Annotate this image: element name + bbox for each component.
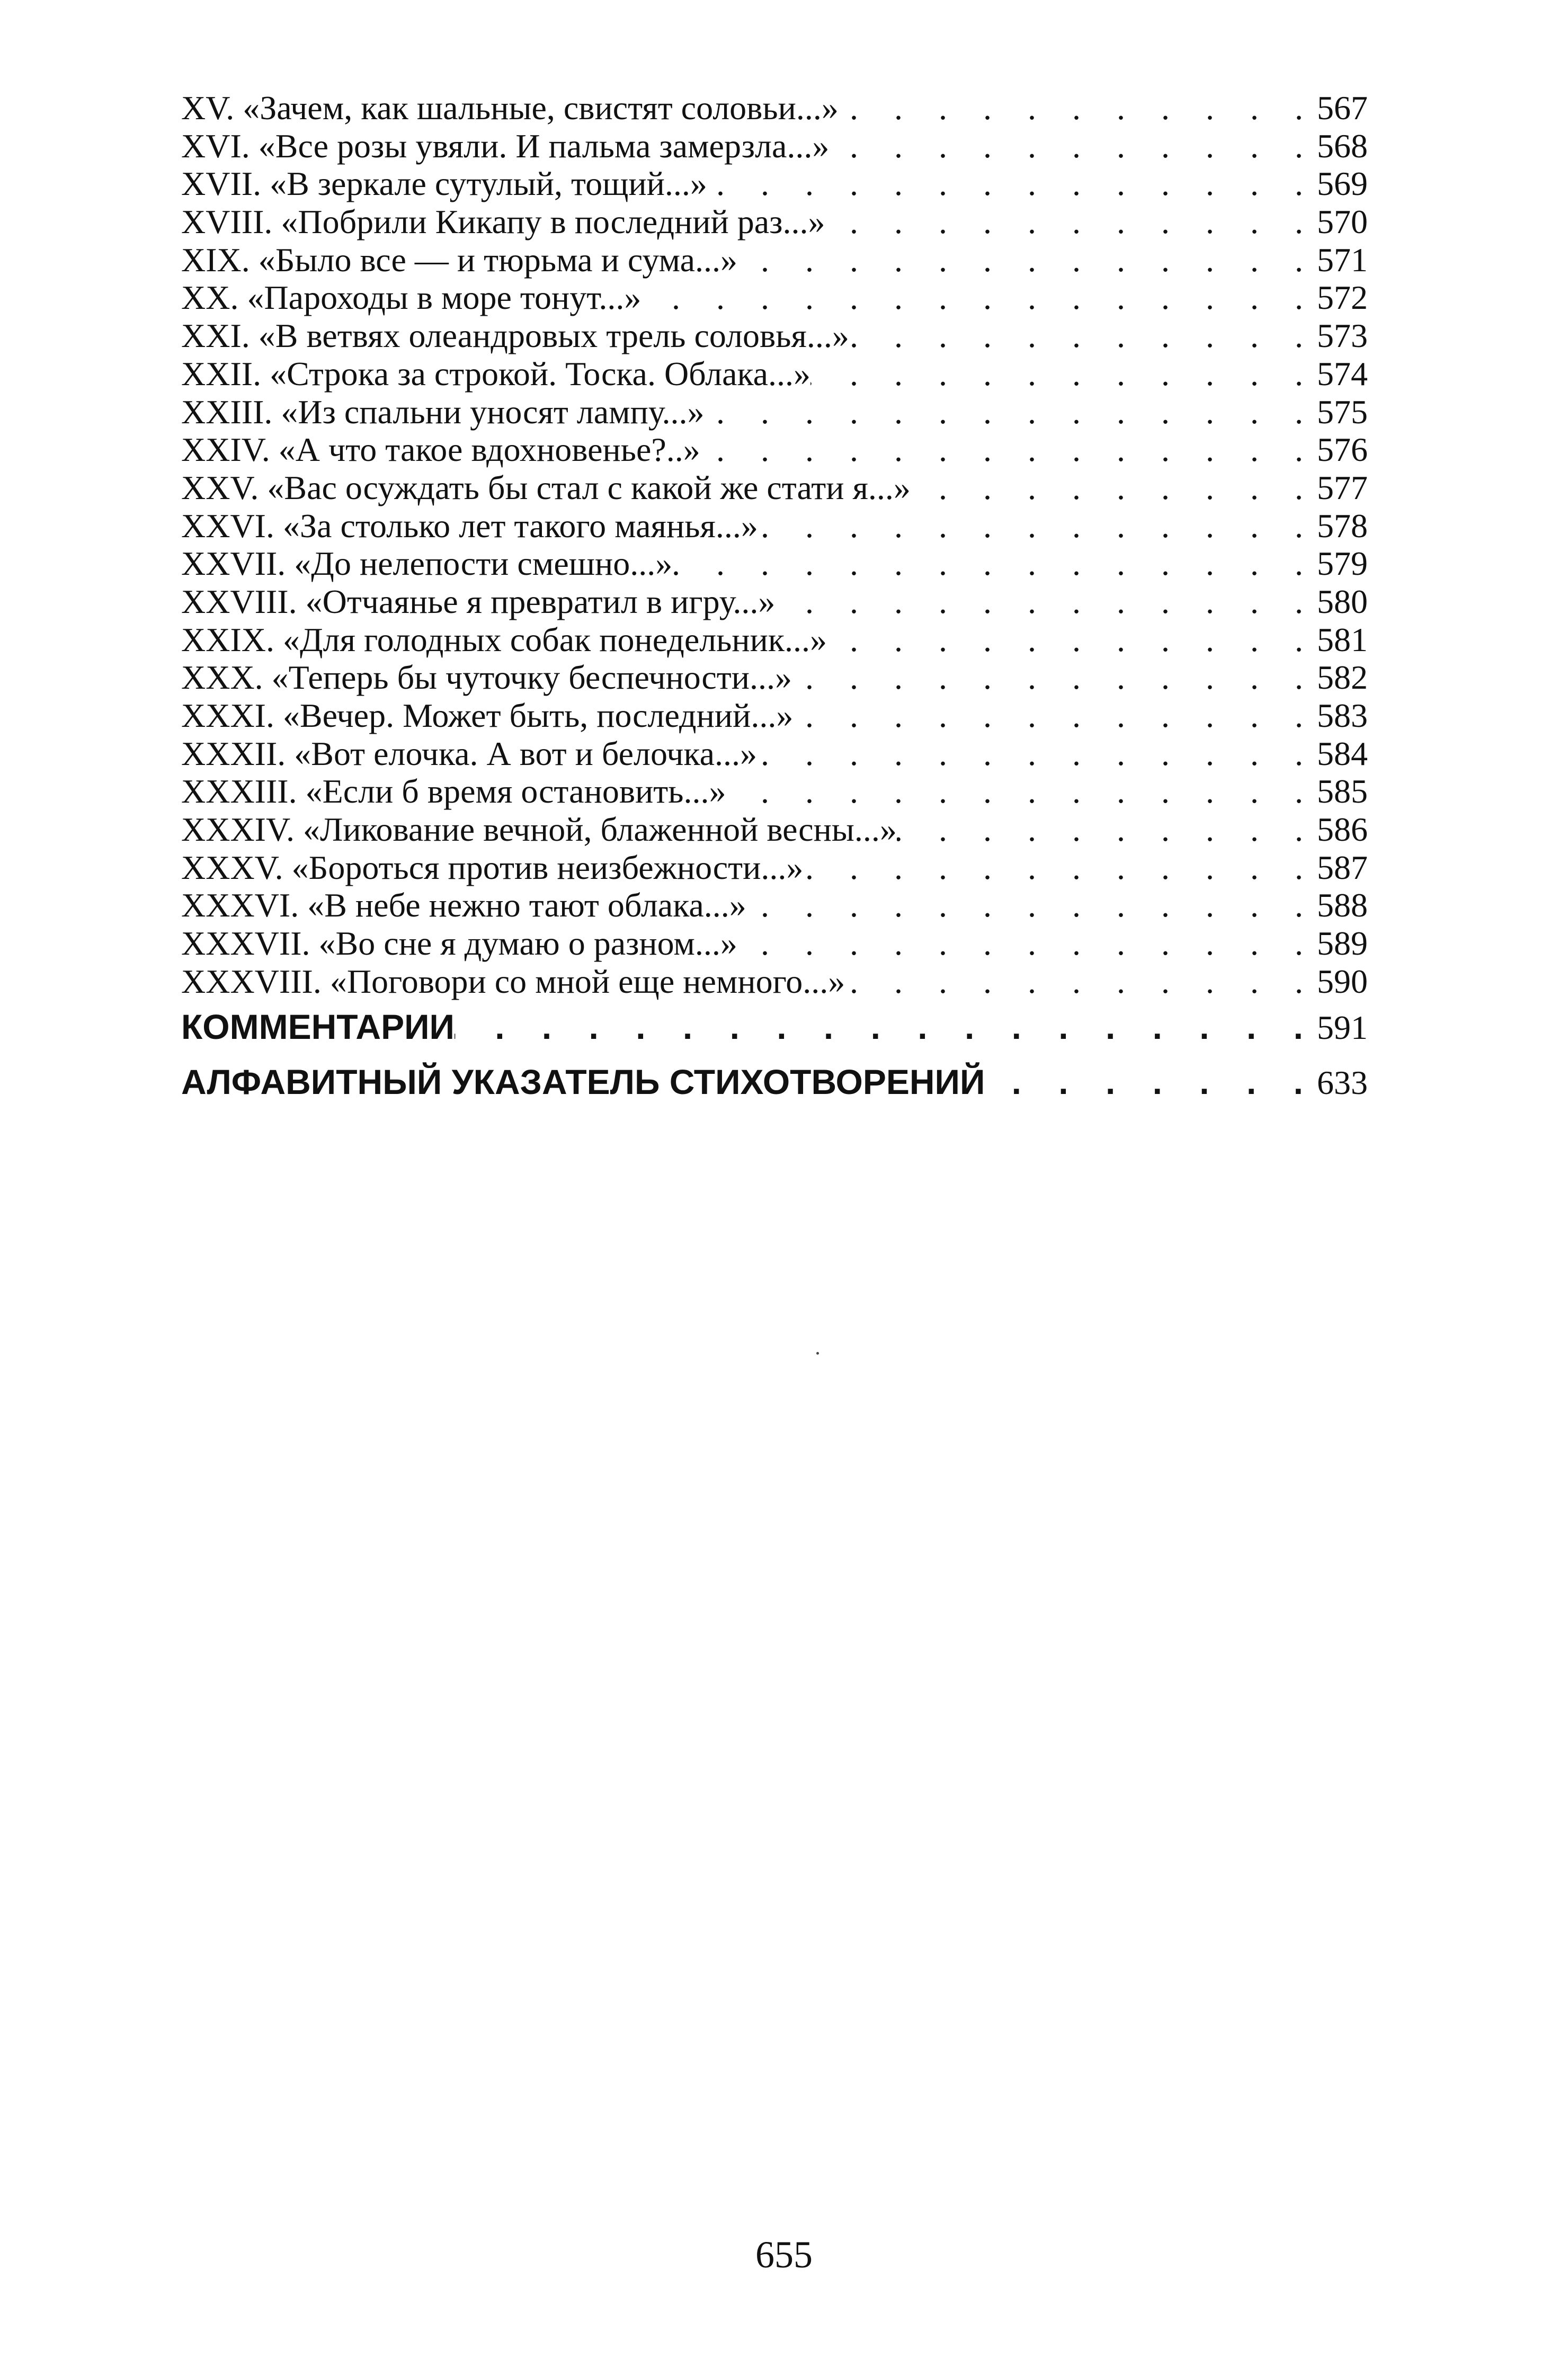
toc-entry-title: XXXVI. «В небе нежно тают облака...» — [181, 886, 746, 924]
toc-entry — [181, 241, 1368, 279]
dot-leader — [455, 1007, 1309, 1046]
toc-section-title: КОММЕНТАРИИ — [181, 1007, 455, 1046]
toc-entry-page: 575 — [1317, 393, 1368, 431]
toc-entry-title: XXV. «Вас осуждать бы стал с какой же стати я...» — [181, 468, 911, 506]
toc-entry — [181, 963, 1368, 1001]
toc-entry — [181, 431, 1368, 469]
toc-entry-page: 582 — [1317, 659, 1368, 697]
toc-entry-title: XXVI. «За столько лет такого маянья...» — [181, 506, 758, 545]
toc-entry — [181, 924, 1368, 963]
toc-entry-page: 573 — [1317, 317, 1368, 355]
toc-entry-title: XXXIII. «Если б время остановить...» — [181, 772, 726, 811]
toc-entry-title: XVII. «В зеркале сутулый, тощий...» — [181, 165, 707, 203]
toc-entry-title: XV. «Зачем, как шальные, свистят соловьи...» — [181, 89, 839, 127]
dot-leader — [911, 469, 1309, 507]
toc-entry — [181, 849, 1368, 887]
toc-entry-title: XXVII. «До нелепости смешно...» — [181, 545, 673, 583]
toc-entry-page: 590 — [1317, 962, 1368, 1000]
dot-leader — [758, 507, 1309, 545]
toc-entry-page: 586 — [1317, 811, 1368, 849]
toc-entry — [181, 279, 1368, 317]
dot-leader — [810, 355, 1309, 393]
toc-entry-title: XXIII. «Из спальни уносят лампу...» — [181, 393, 705, 431]
toc-entry — [181, 89, 1368, 127]
toc-entry-page: 568 — [1317, 127, 1368, 165]
stray-print-dot — [816, 1352, 819, 1355]
toc-entry-title: XXI. «В ветвях олеандровых трель соловья...» — [181, 317, 849, 355]
toc-entry — [181, 886, 1368, 924]
toc-entry-title: XXVIII. «Отчаянье я превратил в игру...» — [181, 582, 776, 620]
toc-entry-title: XXXII. «Вот елочка. А вот и белочка...» — [181, 734, 757, 772]
page-number: 655 — [755, 2233, 813, 2276]
toc-entry-page: 567 — [1317, 89, 1368, 127]
dot-leader — [700, 431, 1309, 469]
toc-entry-page: 583 — [1317, 697, 1368, 734]
dot-leader — [985, 1062, 1309, 1101]
toc-entry — [181, 772, 1368, 811]
toc-entry — [181, 393, 1368, 431]
dot-leader — [757, 735, 1309, 773]
toc-entry — [181, 165, 1368, 203]
toc-section-title: АЛФАВИТНЫЙ УКАЗАТЕЛЬ СТИХОТВОРЕНИЙ — [181, 1062, 985, 1101]
toc-entry-title: XXXI. «Вечер. Может быть, последний...» — [181, 697, 794, 734]
toc-entry — [181, 659, 1368, 697]
toc-entry-page: 580 — [1317, 582, 1368, 620]
toc-entry-page: 574 — [1317, 354, 1368, 393]
dot-leader — [672, 545, 1309, 583]
toc-entry-title: XXXVIII. «Поговори со мной еще немного...» — [181, 962, 845, 1000]
toc-section-list — [181, 1007, 1368, 1102]
toc-entry — [181, 735, 1368, 773]
toc-entry — [181, 621, 1368, 659]
toc-entry-page: 589 — [1317, 924, 1368, 963]
toc-entry-title: XXXIV. «Ликование вечной, блаженной весны...» — [181, 811, 897, 849]
toc-entry — [181, 469, 1368, 507]
dot-leader — [746, 886, 1309, 924]
dot-leader — [845, 963, 1309, 1001]
toc-entry — [181, 127, 1368, 165]
toc-entry-page: 571 — [1317, 241, 1368, 279]
toc-entry — [181, 507, 1368, 545]
dot-leader — [704, 393, 1309, 431]
toc-entry-title: XXIX. «Для голодных собак понедельник...» — [181, 620, 827, 659]
toc-entry-title: XXII. «Строка за строкой. Тоска. Облака...» — [181, 354, 810, 393]
toc-entry — [181, 545, 1368, 583]
dot-leader — [839, 89, 1309, 127]
dot-leader — [737, 924, 1309, 963]
dot-leader — [641, 279, 1309, 317]
toc-entry-page: 585 — [1317, 772, 1368, 811]
toc-entry-title: XVI. «Все розы увяли. И пальма замерзла...» — [181, 127, 830, 165]
toc-entry-page: 587 — [1317, 848, 1368, 886]
toc-entry-title: XX. «Пароходы в море тонут...» — [181, 279, 642, 317]
dot-leader — [707, 165, 1309, 203]
toc-section-page: 633 — [1317, 1063, 1368, 1101]
dot-leader — [803, 849, 1309, 887]
toc-entry-page: 581 — [1317, 620, 1368, 659]
toc-entry-page: 588 — [1317, 886, 1368, 924]
dot-leader — [825, 203, 1309, 241]
dot-leader — [849, 317, 1309, 355]
dot-leader — [829, 127, 1309, 165]
toc-entry-title: XXX. «Теперь бы чуточку беспечности...» — [181, 659, 792, 697]
toc-entry-page: 577 — [1317, 468, 1368, 506]
dot-leader — [827, 621, 1309, 659]
dot-leader — [726, 772, 1309, 811]
dot-leader — [792, 659, 1309, 697]
toc-section — [181, 1007, 1368, 1047]
dot-leader — [897, 811, 1309, 849]
toc-entry-title: XXIV. «А что такое вдохновенье?..» — [181, 431, 700, 469]
toc-entry-title: XXXV. «Бороться против неизбежности...» — [181, 848, 804, 886]
toc-entry — [181, 203, 1368, 241]
toc-entry-page: 584 — [1317, 734, 1368, 772]
dot-leader — [775, 583, 1309, 621]
toc-entry — [181, 811, 1368, 849]
toc-entry — [181, 697, 1368, 735]
toc-entry-page: 578 — [1317, 506, 1368, 545]
toc-entry-page: 570 — [1317, 203, 1368, 241]
dot-leader — [737, 241, 1309, 279]
table-of-contents — [181, 89, 1368, 1102]
toc-entry — [181, 355, 1368, 393]
toc-entry-title: XIX. «Было все — и тюрьма и сума...» — [181, 241, 737, 279]
toc-entry-page: 572 — [1317, 279, 1368, 317]
toc-entry-title: XVIII. «Побрили Кикапу в последний раз...» — [181, 203, 825, 241]
toc-section-page: 591 — [1317, 1008, 1368, 1046]
toc-section — [181, 1062, 1368, 1102]
toc-entry-title: XXXVII. «Во сне я думаю о разном...» — [181, 924, 737, 963]
dot-leader — [793, 697, 1309, 735]
toc-entry-page: 569 — [1317, 165, 1368, 203]
toc-entry-page: 576 — [1317, 431, 1368, 469]
toc-entry — [181, 583, 1368, 621]
toc-entry-list — [181, 89, 1368, 1001]
toc-entry-page: 579 — [1317, 545, 1368, 583]
toc-entry — [181, 317, 1368, 355]
